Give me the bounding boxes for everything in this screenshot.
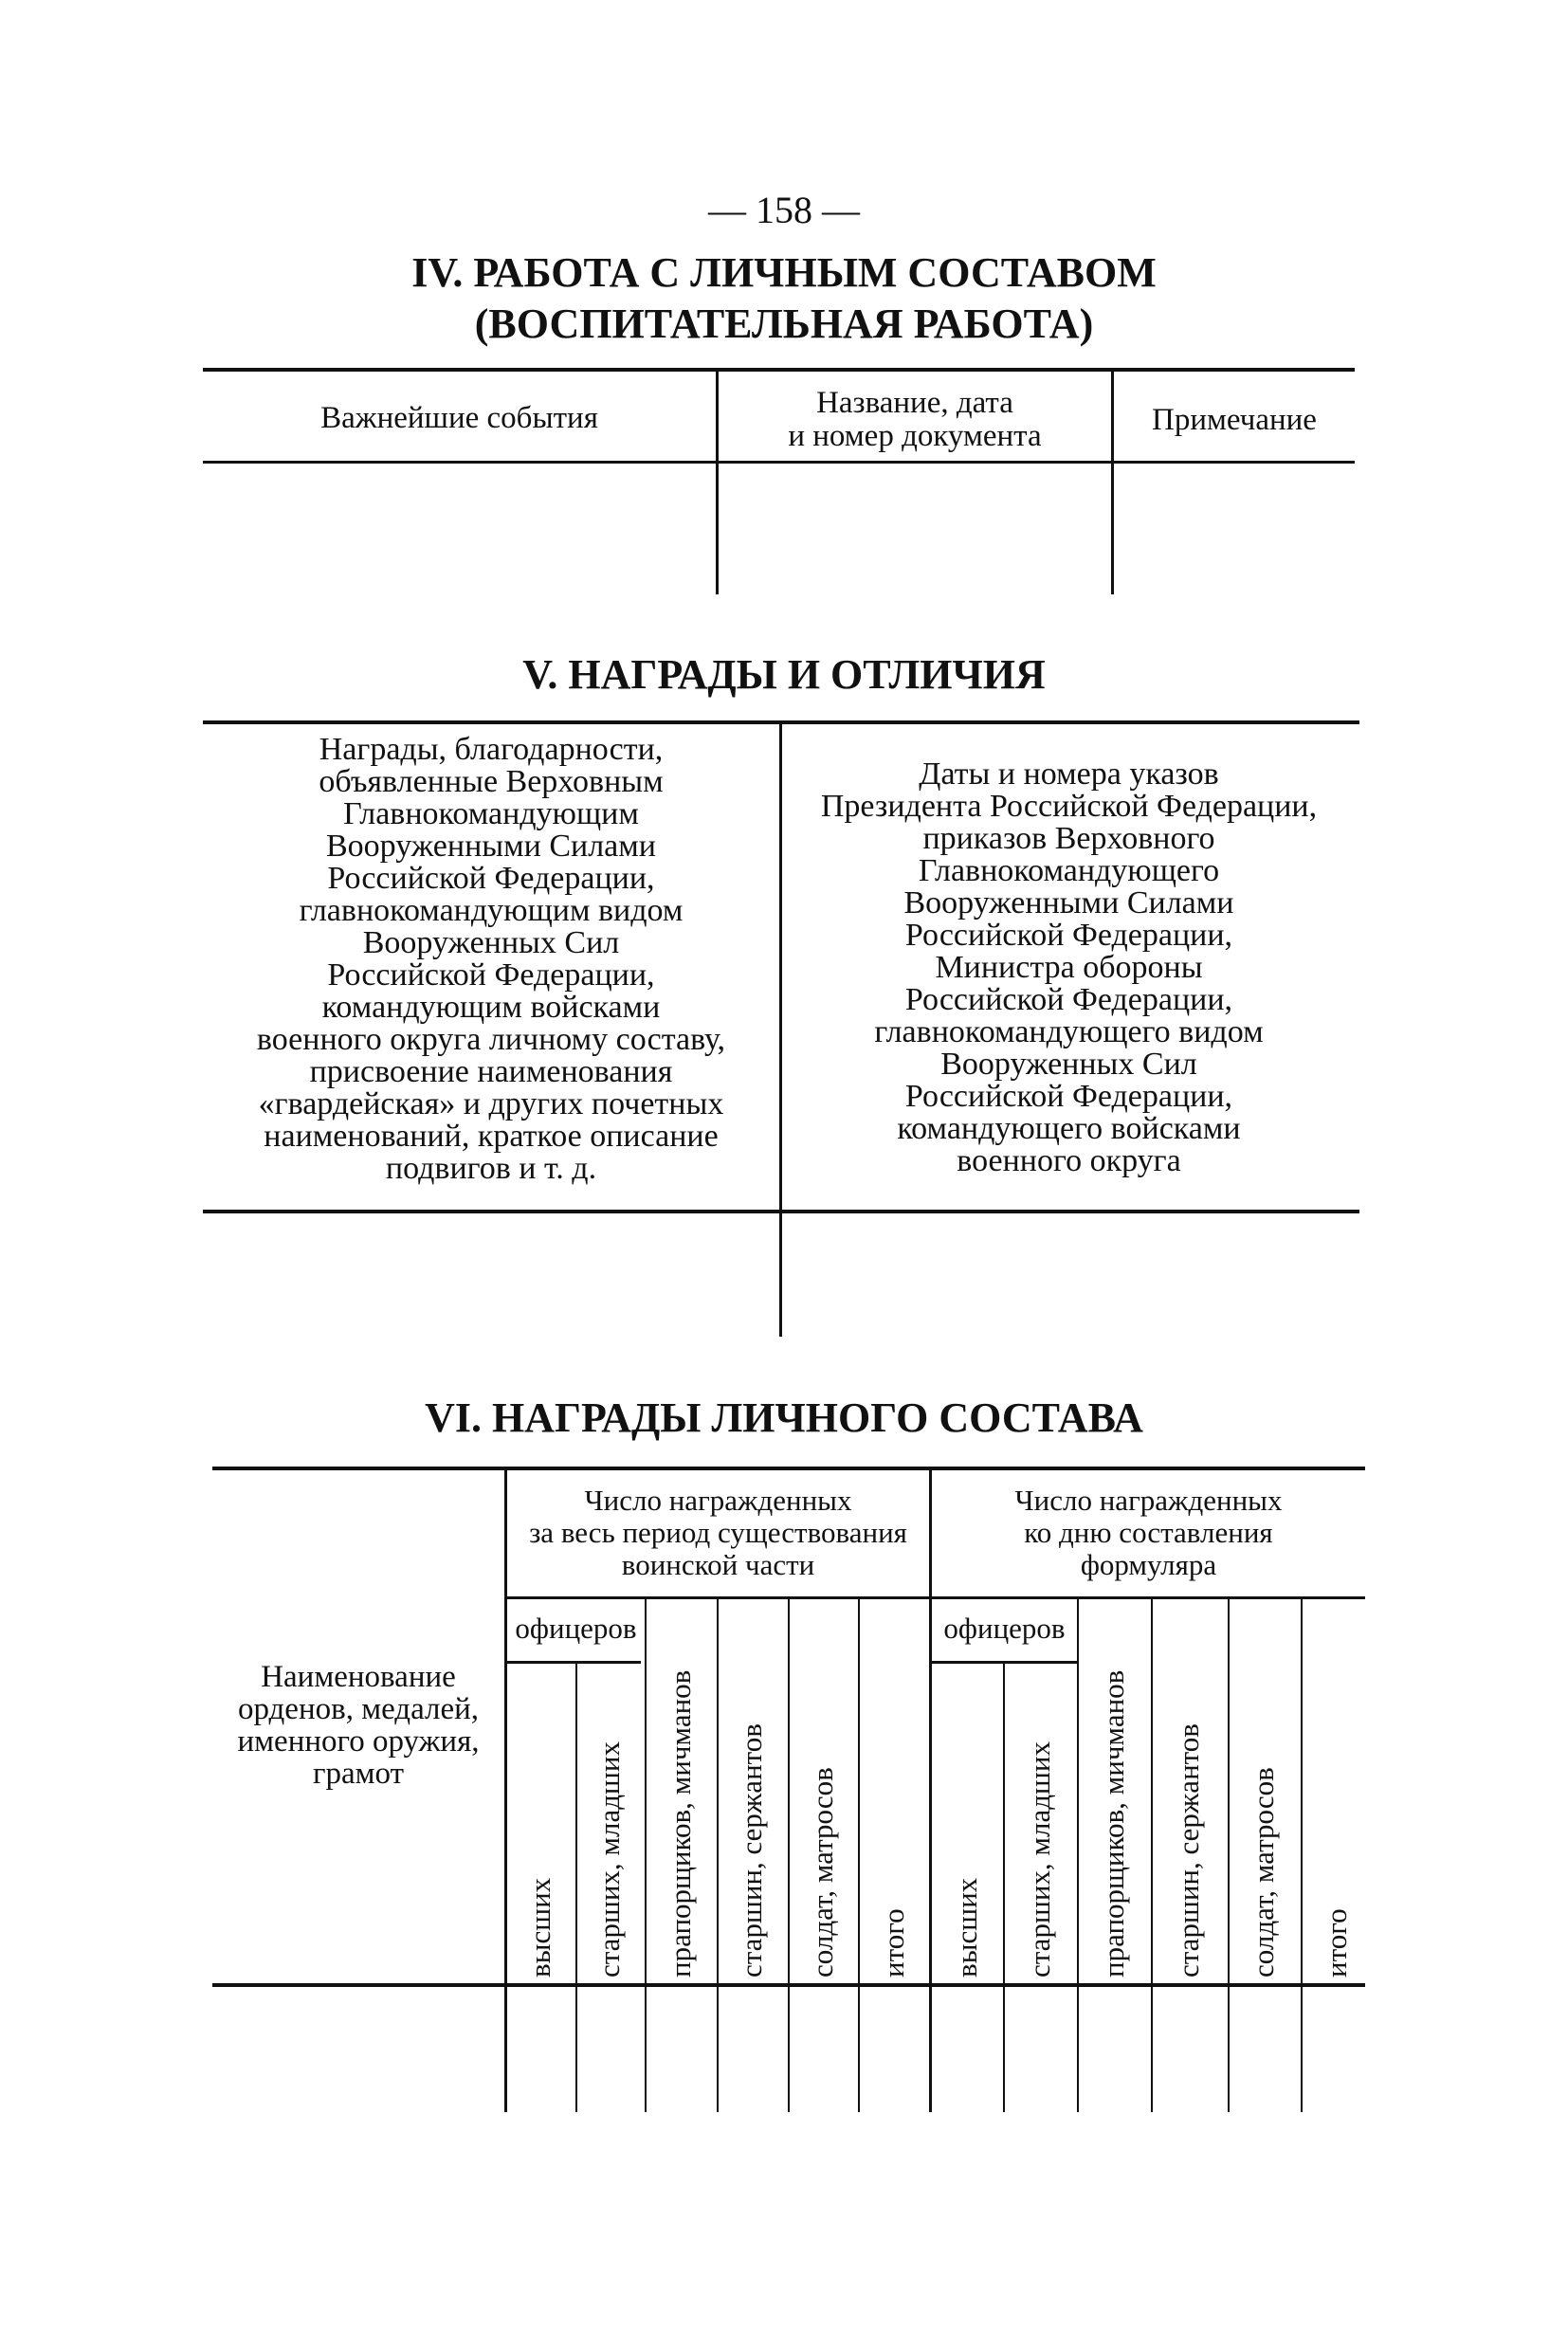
- text-line: Президента Российской Федерации,: [820, 789, 1318, 824]
- text-line: за весь период существования: [529, 1516, 907, 1549]
- col-total-1: итого: [877, 1908, 910, 1977]
- awards-description-column: [203, 734, 779, 1185]
- col-soldiers-2: солдат, матросов: [1247, 1767, 1280, 1977]
- table-rule: [203, 461, 1355, 464]
- col-warrant-officers-1: прапорщиков, мичманов: [664, 1669, 697, 1977]
- text-line: Российской Федерации,: [904, 1079, 1233, 1114]
- text-line: ко дню составления: [1024, 1516, 1273, 1549]
- col-warrant-officers-2: прапорщиков, мичманов: [1097, 1669, 1130, 1977]
- text-line: главнокомандующего видом: [874, 1014, 1264, 1049]
- text-line: военного округа: [957, 1143, 1181, 1178]
- column-header-document-line-2: и номер документа: [788, 419, 1042, 453]
- text-line: грамот: [312, 1757, 405, 1791]
- text-line: орденов, медалей,: [237, 1692, 480, 1726]
- text-line: воинской части: [621, 1548, 815, 1581]
- text-line: Даты и номера указов: [919, 756, 1219, 792]
- page-number: — 158 —: [708, 189, 860, 231]
- section-5-title: V. НАГРАДЫ И ОТЛИЧИЯ: [522, 651, 1046, 698]
- column-header-note: Примечание: [1152, 403, 1317, 437]
- table-rule: [504, 1661, 641, 1664]
- column-divider: [1301, 1598, 1303, 2112]
- text-line: Вооруженными Силами: [903, 885, 1234, 920]
- column-header-events: Важнейшие события: [320, 401, 598, 435]
- text-line: Главнокомандующим: [343, 796, 639, 831]
- text-line: Вооруженных Сил: [940, 1047, 1197, 1082]
- text-line: Число награжденных: [1014, 1484, 1283, 1517]
- table-rule: [504, 1596, 1365, 1599]
- text-line: военного округа личному составу,: [256, 1022, 726, 1057]
- text-line: Число награжденных: [584, 1484, 852, 1517]
- column-divider: [575, 1663, 577, 2112]
- column-divider: [1151, 1598, 1153, 2112]
- column-divider: [645, 1598, 647, 2112]
- text-line: формуляра: [1080, 1548, 1217, 1581]
- text-line: наименований, краткое описание: [264, 1119, 719, 1154]
- table-rule: [212, 1467, 1365, 1470]
- col-sergeants-2: старшин, сержантов: [1172, 1723, 1205, 1977]
- section-6-title: VI. НАГРАДЫ ЛИЧНОГО СОСТАВА: [425, 1394, 1143, 1441]
- text-line: главнокомандующим видом: [299, 893, 684, 928]
- officers-label-1: офицеров: [515, 1612, 637, 1645]
- col-senior-officers-2: высших: [950, 1877, 983, 1977]
- text-line: приказов Верховного: [922, 821, 1215, 856]
- column-divider: [858, 1598, 860, 2112]
- text-line: Вооруженных Сил: [362, 925, 620, 960]
- col-total-2: итого: [1320, 1908, 1353, 1977]
- text-line: подвигов и т. д.: [385, 1151, 597, 1186]
- column-divider: [788, 1598, 790, 2112]
- group-header-to-date: [932, 1485, 1365, 1581]
- text-line: Министра обороны: [935, 950, 1203, 985]
- section-4-title-line-1: IV. РАБОТА С ЛИЧНЫМ СОСТАВОМ: [411, 249, 1157, 296]
- column-divider: [1003, 1663, 1005, 2112]
- text-line: Российской Федерации,: [327, 957, 655, 993]
- text-line: Главнокомандующего: [918, 853, 1220, 888]
- text-line: Российской Федерации,: [904, 982, 1233, 1017]
- officers-label-2: офицеров: [943, 1612, 1066, 1645]
- col-senior-officers-1: высших: [523, 1877, 556, 1977]
- column-header-document-line-1: Название, дата: [816, 386, 1013, 420]
- col-sergeants-1: старшин, сержантов: [735, 1723, 768, 1977]
- col-officers-junior-2: старших, младших: [1023, 1741, 1056, 1977]
- column-divider: [1228, 1598, 1230, 2112]
- text-line: Вооруженными Силами: [325, 829, 656, 864]
- text-line: Награды, благодарности,: [319, 732, 664, 767]
- col-soldiers-1: солдат, матросов: [806, 1767, 839, 1977]
- text-line: Наименование: [261, 1660, 456, 1694]
- table-rule: [203, 368, 1355, 372]
- text-line: присвоение наименования: [309, 1054, 673, 1089]
- column-divider: [1077, 1598, 1079, 2112]
- group-header-whole-period: [507, 1485, 929, 1581]
- text-line: объявленные Верховным: [319, 764, 664, 799]
- text-line: «гвардейская» и других почетных: [258, 1086, 724, 1121]
- decrees-column: [782, 758, 1356, 1177]
- section-4-title-line-2: (ВОСПИТАТЕЛЬНАЯ РАБОТА): [474, 301, 1094, 347]
- column-divider: [717, 1598, 719, 2112]
- text-line: командующим войсками: [321, 990, 661, 1025]
- text-line: командующего войсками: [897, 1111, 1241, 1146]
- col-officers-junior-1: старших, младших: [593, 1741, 626, 1977]
- row-header-award-names: [212, 1661, 504, 1790]
- text-line: именного оружия,: [237, 1724, 480, 1759]
- text-line: Российской Федерации,: [904, 918, 1233, 953]
- text-line: Российской Федерации,: [327, 861, 655, 896]
